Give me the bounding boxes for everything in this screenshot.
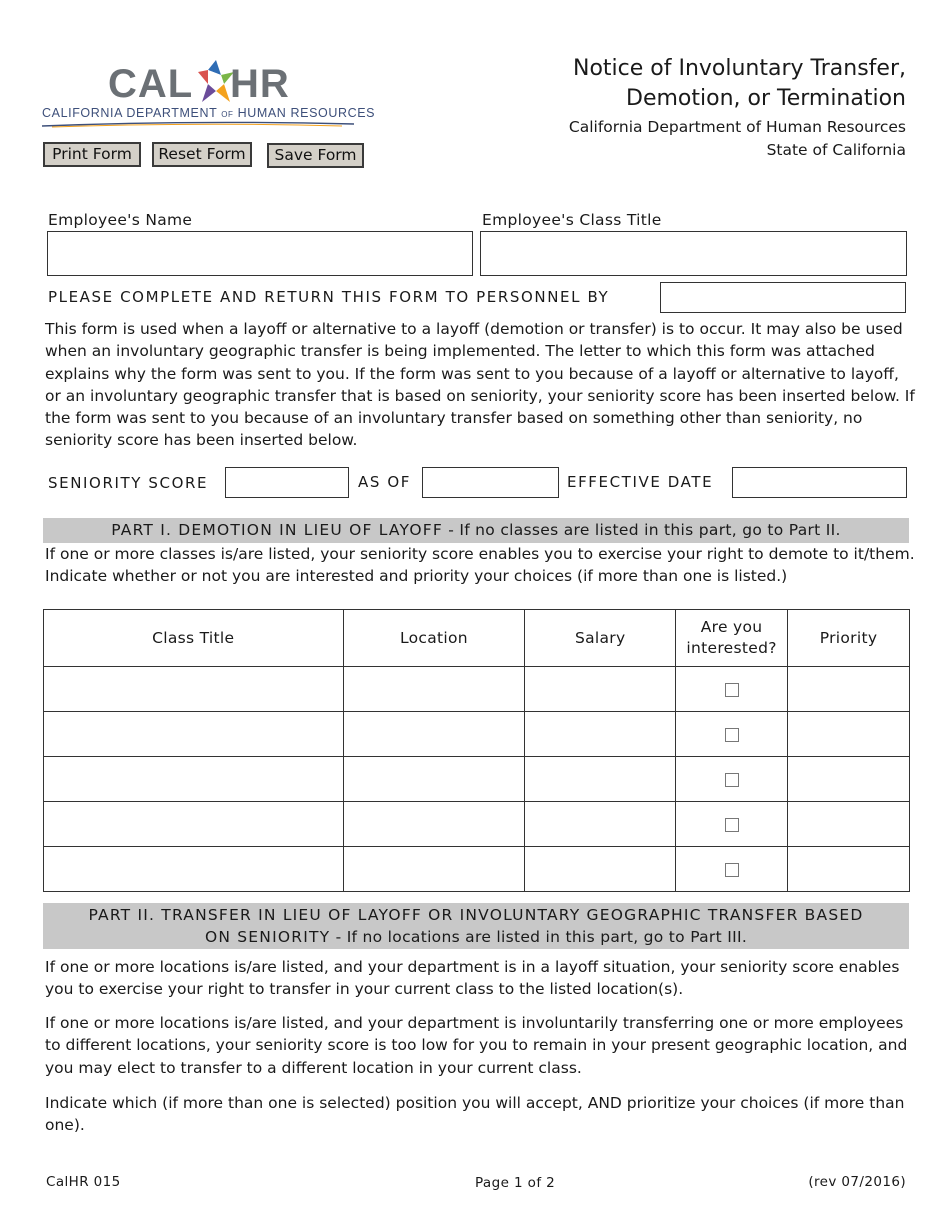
- demotion-classes-table: [43, 609, 910, 892]
- interested-checkbox[interactable]: [725, 773, 739, 787]
- employee-class-title-label: Employee's Class Title: [482, 211, 662, 229]
- location-cell[interactable]: [343, 847, 525, 892]
- part1-heading: PART I. DEMOTION IN LIEU OF LAYOFF - If no classes are listed in this part, go to Part II.: [43, 518, 909, 543]
- class-title-cell[interactable]: [44, 667, 344, 712]
- form-id: CalHR 015: [46, 1174, 121, 1190]
- table-row: [44, 667, 910, 712]
- column-header-interested: Are you interested?: [676, 610, 788, 667]
- location-cell[interactable]: [343, 757, 525, 802]
- priority-cell[interactable]: [788, 847, 910, 892]
- salary-cell[interactable]: [525, 757, 676, 802]
- class-title-cell[interactable]: [44, 847, 344, 892]
- priority-cell[interactable]: [788, 757, 910, 802]
- effective-date-label: EFFECTIVE DATE: [567, 473, 714, 491]
- column-header-location: Location: [343, 610, 525, 667]
- priority-cell[interactable]: [788, 667, 910, 712]
- class-title-cell[interactable]: [44, 802, 344, 847]
- logo-subtitle: CALIFORNIA DEPARTMENT OF HUMAN RESOURCES: [42, 106, 376, 120]
- interested-cell: [676, 802, 788, 847]
- class-title-cell[interactable]: [44, 712, 344, 757]
- seniority-score-label: SENIORITY SCORE: [48, 474, 209, 492]
- table-header-row: [44, 610, 910, 667]
- column-header-salary: Salary: [525, 610, 676, 667]
- page-number: Page 1 of 2: [475, 1175, 556, 1191]
- revision-date: (rev 07/2016): [808, 1174, 906, 1190]
- part2-heading: PART II. TRANSFER IN LIEU OF LAYOFF OR INVOLUNTARY GEOGRAPHIC TRANSFER BASED ON SENIORITY - If no locations are listed in this part, go to Part III.: [43, 903, 909, 949]
- interested-checkbox[interactable]: [725, 683, 739, 697]
- interested-cell: [676, 847, 788, 892]
- effective-date-field[interactable]: [732, 467, 907, 498]
- calhr-logo: [42, 58, 376, 130]
- save-form-button[interactable]: Save Form: [267, 143, 364, 168]
- interested-cell: [676, 667, 788, 712]
- employee-name-field[interactable]: [47, 231, 473, 276]
- agency-name: California Department of Human Resources: [568, 118, 906, 136]
- salary-cell[interactable]: [525, 802, 676, 847]
- salary-cell[interactable]: [525, 667, 676, 712]
- seniority-score-field[interactable]: [225, 467, 349, 498]
- priority-cell[interactable]: [788, 802, 910, 847]
- table-row: [44, 757, 910, 802]
- column-header-priority: Priority: [788, 610, 910, 667]
- as-of-date-field[interactable]: [422, 467, 559, 498]
- form-title-line1: Notice of Involuntary Transfer,: [572, 56, 906, 81]
- intro-paragraph: This form is used when a layoff or alternative to a layoff (demotion or transfer) is to occur. It may also be used when an involuntary geographic transfer is being implemented. The letter to which this form was attached explains why the form was sent to you. If the form was sent to you because of a layoff or alternative to layoff, or an involuntary geographic transfer that is based on seniority, your seniority score has been inserted below. If the form was sent to you because of an involuntary transfer based on something other than seniority, no seniority score has been inserted below.: [45, 320, 915, 450]
- logo-cal-text: CAL: [108, 62, 194, 106]
- column-header-class-title: Class Title: [44, 610, 344, 667]
- logo-hr-text: HR: [230, 62, 290, 106]
- class-title-cell[interactable]: [44, 757, 344, 802]
- table-row: [44, 802, 910, 847]
- location-cell[interactable]: [343, 802, 525, 847]
- location-cell[interactable]: [343, 712, 525, 757]
- employee-class-title-field[interactable]: [480, 231, 907, 276]
- part2-paragraph-3: Indicate which (if more than one is selected) position you will accept, AND prioritize your choices (if more than one).: [45, 1094, 905, 1135]
- reset-form-button[interactable]: Reset Form: [152, 142, 252, 167]
- location-cell[interactable]: [343, 667, 525, 712]
- form-title-line2: Demotion, or Termination: [626, 86, 906, 111]
- part1-description: If one or more classes is/are listed, your seniority score enables you to exercise your right to demote to it/them. Indicate whether or not you are interested and priority your choices (if more than one is listed.): [45, 545, 915, 586]
- part2-paragraph-2: If one or more locations is/are listed, and your department is involuntarily transferring one or more employees to different locations, your seniority score is too low for you to remain in your present geographic location, and you may elect to transfer to a different location in your current class.: [45, 1014, 908, 1077]
- state-name: State of California: [766, 141, 906, 159]
- table-row: [44, 712, 910, 757]
- interested-checkbox[interactable]: [725, 818, 739, 832]
- print-form-button[interactable]: Print Form: [43, 142, 141, 167]
- salary-cell[interactable]: [525, 712, 676, 757]
- as-of-label: AS OF: [358, 473, 411, 491]
- priority-cell[interactable]: [788, 712, 910, 757]
- part2-paragraph-1: If one or more locations is/are listed, and your department is in a layoff situation, your seniority score enables you to exercise your right to transfer in your current class to the listed location(s).: [45, 958, 900, 999]
- table-row: [44, 847, 910, 892]
- employee-name-label: Employee's Name: [48, 211, 193, 229]
- interested-cell: [676, 712, 788, 757]
- interested-checkbox[interactable]: [725, 728, 739, 742]
- return-by-label: PLEASE COMPLETE AND RETURN THIS FORM TO PERSONNEL BY: [48, 288, 610, 306]
- return-by-date-field[interactable]: [660, 282, 906, 313]
- interested-cell: [676, 757, 788, 802]
- logo-swoosh: [42, 120, 354, 128]
- interested-checkbox[interactable]: [725, 863, 739, 877]
- salary-cell[interactable]: [525, 847, 676, 892]
